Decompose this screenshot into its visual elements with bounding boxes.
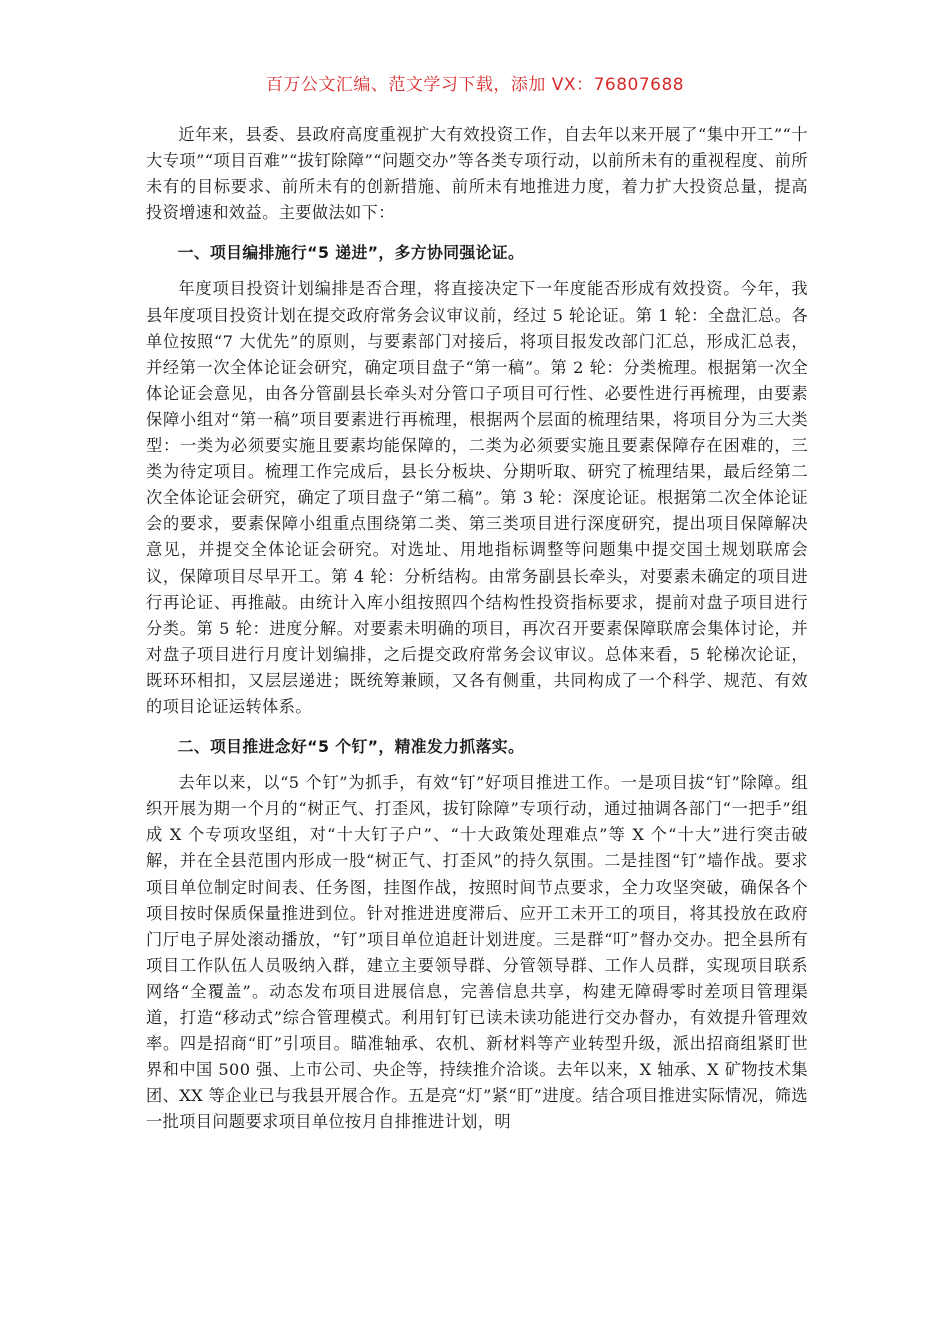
intro-paragraph: 近年来，县委、县政府高度重视扩大有效投资工作，自去年以来开展了“集中开工”“十大专项”“项目百难”“拔钉除障”“问题交办”等各类专项行动，以前所未有的重视程度、前所未有的目标要求、前所未有的创新措施、前所未有地推进力度，着力扩大投资总量，提高投资增速和效益。主要做法如下： — [146, 125, 808, 223]
document-body — [146, 122, 808, 1135]
section-1-paragraph: 年度项目投资计划编排是否合理，将直接决定下一年度能否形成有效投资。今年，我县年度项目投资计划在提交政府常务会议审议前，经过 5 轮论证。第 1 轮：全盘汇总。各单位按照“7 大优先”的原则，与要素部门对接后，将项目报发改部门汇总，形成汇总表，并经第一次全体论证会研究，确定项目盘子“第一稿”。第 2 轮：分类梳理。根据第一次全体论证会意见，由各分管副县长牵头对分管口子项目可行性、必要性进行再梳理，由要素保障小组对“第一稿”项目要素进行再梳理，根据两个层面的梳理结果，将项目分为三大类型：一类为必须要实施且要素均能保障的，二类为必须要实施且要素保障存在困难的，三类为待定项目。梳理工作完成后，县长分板块、分期听取、研究了梳理结果，最后经第二次全体论证会研究，确定了项目盘子“第二稿”。第 3 轮：深度论证。根据第二次全体论证会的要求，要素保障小组重点围绕第二类、第三类项目进行深度研究，提出项目保障解决意见，并提交全体论证会研究。对选址、用地指标调整等问题集中提交国土规划联席会议，保障项目尽早开工。第 4 轮：分析结构。由常务副县长牵头，对要素未确定的项目进行再论证、再推敲。由统计入库小组按照四个结构性投资指标要求，提前对盘子项目进行分类。第 5 轮：进度分解。对要素未明确的项目，再次召开要素保障联席会集体讨论，并对盘子项目进行月度计划编排，之后提交政府常务会议审议。总体来看，5 轮梯次论证，既环环相扣，又层层递进；既统筹兼顾，又各有侧重，共同构成了一个科学、规范、有效的项目论证运转体系。 — [146, 279, 808, 716]
section-2-paragraph: 去年以来，以“5 个钉”为抓手，有效“钉”好项目推进工作。一是项目拔“钉”除障。组织开展为期一个月的“树正气、打歪风，拔钉除障”专项行动，通过抽调各部门“一把手”组成 X 个专项攻坚组，对“十大钉子户”、“十大政策处理难点”等 X 个“十大”进行突击破解，并在全县范围内形成一股“树正气、打歪风”的持久氛围。二是挂图“钉”墙作战。要求项目单位制定时间表、任务图，挂图作战，按照时间节点要求，全力攻坚突破，确保各个项目按时保质保量推进到位。针对推进进度滞后、应开工未开工的项目，将其投放在政府门厅电子屏处滚动播放，“钉”项目单位追赶计划进度。三是群“叮”督办交办。把全县所有项目工作队伍人员吸纳入群，建立主要领导群、分管领导群、工作人员群，实现项目联系网络“全覆盖”。动态发布项目进展信息，完善信息共享，构建无障碍零时差项目管理渠道，打造“移动式”综合管理模式。利用钉钉已读未读功能进行交办督办，有效提升管理效率。四是招商“盯”引项目。瞄准轴承、农机、新材料等产业转型升级，派出招商组紧盯世界和中国 500 强、上市公司、央企等，持续推介洽谈。去年以来，X 轴承、X 矿物技术集团、XX 等企业已与我县开展合作。五是亮“灯”紧“盯”进度。结合项目推进实际情况，筛选一批项目问题要求项目单位按月自排推进计划，明 — [146, 773, 808, 1132]
section-1-heading: 一、项目编排施行“5 递进”，多方协同强论证。 — [177, 243, 525, 263]
section-2-heading: 二、项目推进念好“5 个钉”，精准发力抓落实。 — [177, 737, 525, 757]
header-banner: 百万公文汇编、范文学习下载，添加 VX：76807688 — [265, 75, 685, 95]
